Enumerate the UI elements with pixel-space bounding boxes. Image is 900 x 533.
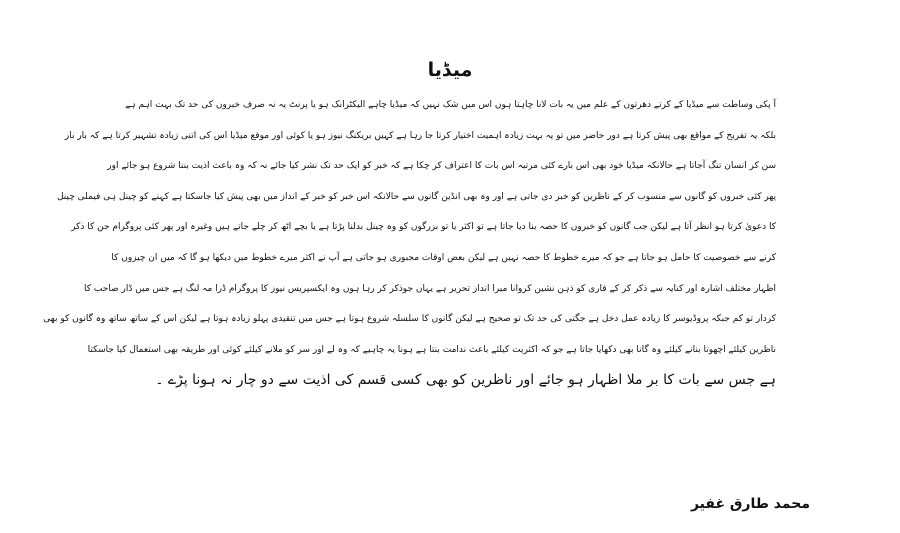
body-line: بلکہ یہ تفریح کے مواقع بھی پیش کرتا ہے دور حاضر میں تو یہ بہت زیادہ اہمیت اختیار کرتا جا رہا ہے کہیں بریکنگ نیوز ہو یا کوئی اور موقع میڈیا اس کی اتنی زیادہ تشہیر کرتا ہے کہ بار بار — [64, 130, 776, 141]
body-line: کرنے سے خصوصیت کا حامل ہو جاتا ہے جو کہ میرے خطوط کا حصہ نہیں ہے لیکن بعض اوقات مجبوری ہو جاتی ہے آپ نے اکثر میرے خطوط میں دیکھا ہو گا کہ میں ان چیزوں کا — [111, 252, 776, 263]
page-title: میڈیا — [427, 59, 473, 81]
body-line: کا دعویٰ کرتا ہو انظر آتا ہے لیکن جب گانوں کو خبروں کا حصہ بنا دیا جاتا ہے تو اکثر یا تو بزرگوں کو وہ چینل بدلنا پڑتا ہے یا بچے اٹھ کر چلے جاتے ہیں وغیرہ اور پھر کئی پروگرام جن کا ذکر — [71, 222, 776, 233]
body-line: ہے جس سے بات کا بر ملا اظہار ہو جائے اور ناظرین کو بھی کسی قسم کی اذیت سے دو چار نہ ہونا پڑے ۔ — [155, 372, 776, 389]
body-line: اظہار مختلف اشارہ اور کنایہ سے ذکر کر کے قاری کو ذہن نشین کروانا میرا انداز تحریر ہے یہاں جوذکر کر رہا ہوں وہ ایکسپریس نیوز کا پروگرام ڈرا مہ لنگ ہے جس میں ڈار صاحب کا — [84, 283, 776, 294]
body-line: آ پکی وساطت سے میڈیا کے کرتے دھرتوں کے علم میں یہ بات لانا چاہتا ہوں اس میں شک نہیں کہ میڈیا چاہے الیکٹرانک ہو یا پرنٹ یہ نہ صرف خبروں کی حد تک بہت اہم ہے — [125, 100, 776, 110]
author-signature: محمد طارق غفیر — [690, 496, 810, 512]
body-line: کردار تو کم جبکہ پروڈیوسر کا زیادہ عمل دخل ہے جگتی کی حد تک تو صحیح ہے لیکن گانوں کا سلسلہ شروع ہوتا ہے جس میں تنقیدی پہلو زیادہ ہوتا ہے لیکن اس کے ساتھ ساتھ وہ گانوں کو بھی — [43, 314, 776, 325]
letter-body — [43, 90, 776, 396]
body-line: سن کر انسان تنگ آجاتا ہے حالانکہ میڈیا خود بھی اس بارے کئی مرتبہ اس بات کا اعتراف کر چکا ہے کہ خبر کو ایک حد تک نشر کیا جائے نہ کہ وہ باعث اذیت بننا شروع ہو جائے اور — [107, 161, 776, 172]
body-line: پھر کئی خبروں کو گانوں سے منسوب کر کے ناظرین کو خبر دی جاتی ہے اور وہ بھی انڈین گانوں سے حالانکہ اس خبر کو خبر کے انداز میں بھی پیش کیا جاسکتا ہے کہنے کو چینل ہی فیملی چینل — [56, 191, 776, 202]
body-line: ناظرین کیلئے اچھوتا بنانے کیلئے وہ گانا بھی دکھایا جاتا ہے جو کہ اکثریت کیلئے باعث ندامت بنتا ہے ہونا یہ چاہیے کہ وہ لے اور سر کو ملانے کیلئے کوئی اور طریقہ بھی استعمال کیا جاسکتا — [87, 344, 776, 355]
